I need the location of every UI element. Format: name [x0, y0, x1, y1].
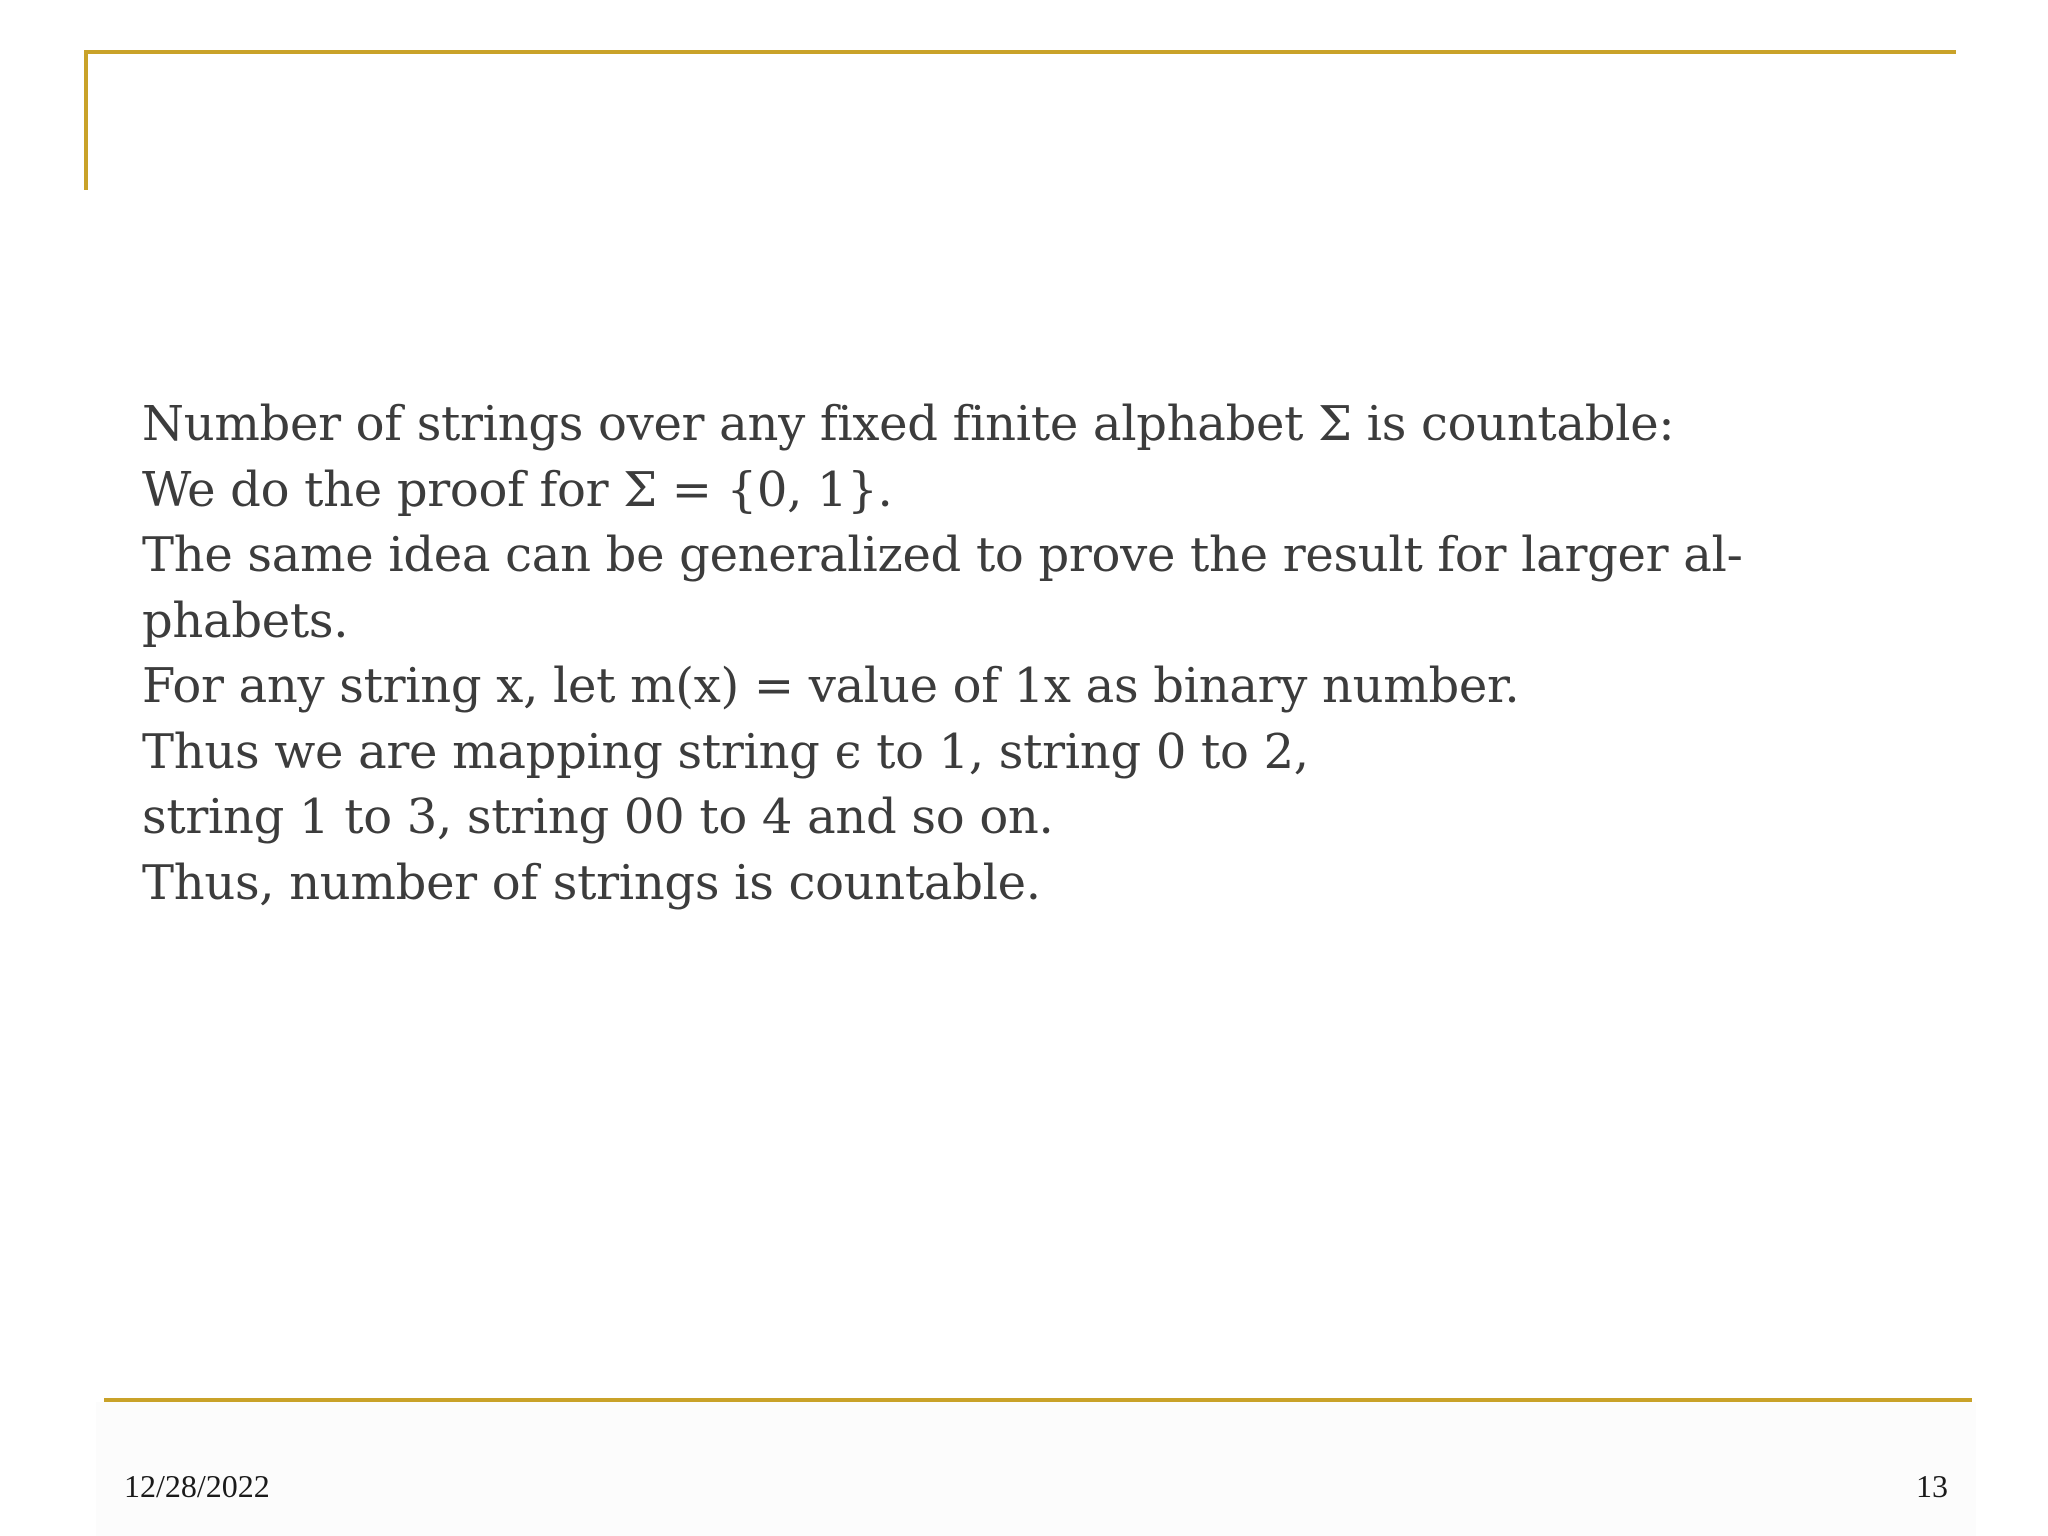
body-line-3: The same idea can be generalized to prove the result for larger al- [142, 527, 1743, 583]
body-line-6: Thus we are mapping string ϵ to 1, string 0 to 2, [142, 723, 1309, 780]
footer-date: 12/28/2022 [124, 1468, 270, 1504]
slide-body [142, 392, 1842, 916]
footer-accent-rule [104, 1398, 1972, 1402]
body-line-4: phabets. [142, 592, 349, 649]
slide-number: 13 [1916, 1468, 1948, 1504]
left-accent-rule [84, 50, 88, 190]
body-line-7: string 1 to 3, string 00 to 4 and so on. [142, 789, 1054, 845]
top-accent-rule [84, 50, 1956, 54]
body-line-8: Thus, number of strings is countable. [142, 854, 1041, 911]
body-line-1: Number of strings over any fixed finite alphabet Σ is countable: [142, 396, 1675, 452]
footer-band [96, 1402, 1976, 1536]
body-line-2: We do the proof for Σ = {0, 1}. [142, 461, 893, 518]
body-line-5: For any string x, let m(x) = value of 1x as binary number. [142, 658, 1520, 714]
